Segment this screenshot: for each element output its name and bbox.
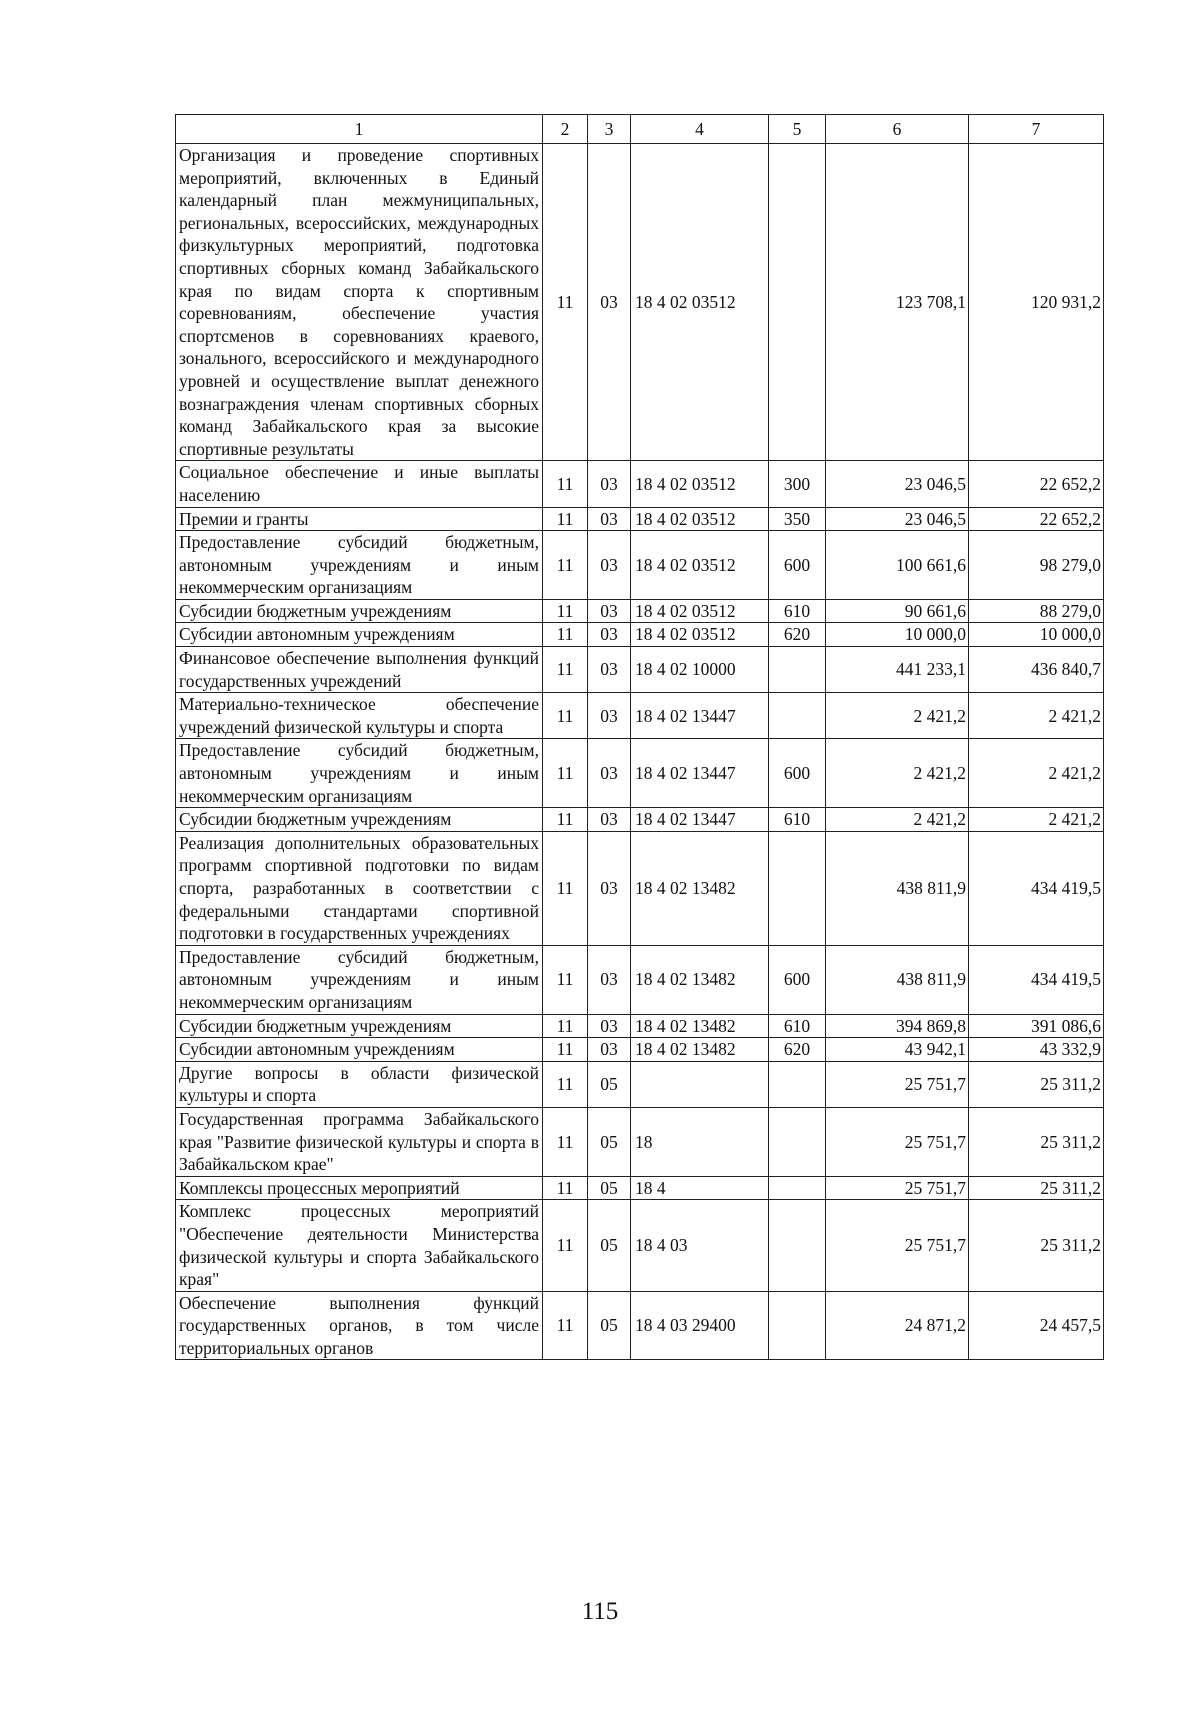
header-cell: 7 <box>969 115 1104 144</box>
target-article-cell: 18 4 02 03512 <box>631 507 769 531</box>
section-code-cell: 11 <box>543 144 588 461</box>
table-row <box>176 531 1104 600</box>
amount-year1-cell: 2 421,2 <box>826 693 969 739</box>
item-name-cell: Субсидии автономным учреждениям <box>176 1038 543 1062</box>
table-row <box>176 693 1104 739</box>
amount-year2-cell: 434 419,5 <box>969 831 1104 945</box>
amount-year1-cell: 25 751,7 <box>826 1107 969 1176</box>
table-row <box>176 945 1104 1014</box>
header-row <box>176 115 1104 144</box>
amount-year1-cell: 394 869,8 <box>826 1014 969 1038</box>
item-name-cell: Комплексы процессных мероприятий <box>176 1176 543 1200</box>
expense-type-cell: 600 <box>769 531 826 600</box>
amount-year2-cell: 24 457,5 <box>969 1291 1104 1360</box>
table-row <box>176 507 1104 531</box>
amount-year1-cell: 100 661,6 <box>826 531 969 600</box>
amount-year2-cell: 436 840,7 <box>969 647 1104 693</box>
expense-type-cell <box>769 1176 826 1200</box>
amount-year2-cell: 22 652,2 <box>969 461 1104 507</box>
target-article-cell: 18 4 02 13482 <box>631 1014 769 1038</box>
item-name-cell: Финансовое обеспечение выполнения функций государственных учреждений <box>176 647 543 693</box>
subsection-code-cell: 03 <box>588 623 631 647</box>
amount-year2-cell: 2 421,2 <box>969 739 1104 808</box>
expense-type-cell: 600 <box>769 945 826 1014</box>
target-article-cell: 18 4 02 03512 <box>631 599 769 623</box>
header-cell: 3 <box>588 115 631 144</box>
header-cell: 4 <box>631 115 769 144</box>
amount-year2-cell: 10 000,0 <box>969 623 1104 647</box>
header-cell: 2 <box>543 115 588 144</box>
subsection-code-cell: 03 <box>588 739 631 808</box>
subsection-code-cell: 03 <box>588 647 631 693</box>
section-code-cell: 11 <box>543 1176 588 1200</box>
subsection-code-cell: 03 <box>588 599 631 623</box>
table-row <box>176 739 1104 808</box>
subsection-code-cell: 03 <box>588 144 631 461</box>
header-cell: 5 <box>769 115 826 144</box>
table-row <box>176 1176 1104 1200</box>
item-name-cell: Социальное обеспечение и иные выплаты населению <box>176 461 543 507</box>
budget-table <box>175 114 1104 1360</box>
item-name-cell: Субсидии автономным учреждениям <box>176 623 543 647</box>
amount-year2-cell: 43 332,9 <box>969 1038 1104 1062</box>
amount-year2-cell: 2 421,2 <box>969 693 1104 739</box>
amount-year1-cell: 2 421,2 <box>826 739 969 808</box>
item-name-cell: Субсидии бюджетным учреждениям <box>176 1014 543 1038</box>
section-code-cell: 11 <box>543 808 588 832</box>
amount-year2-cell: 22 652,2 <box>969 507 1104 531</box>
expense-type-cell <box>769 1291 826 1360</box>
table-row <box>176 1014 1104 1038</box>
target-article-cell: 18 <box>631 1107 769 1176</box>
item-name-cell: Предоставление субсидий бюджетным, автономным учреждениям и иным некоммерческим организациям <box>176 739 543 808</box>
subsection-code-cell: 03 <box>588 1038 631 1062</box>
expense-type-cell <box>769 831 826 945</box>
section-code-cell: 11 <box>543 647 588 693</box>
section-code-cell: 11 <box>543 623 588 647</box>
subsection-code-cell: 05 <box>588 1107 631 1176</box>
amount-year1-cell: 438 811,9 <box>826 831 969 945</box>
item-name-cell: Государственная программа Забайкальского края "Развитие физической культуры и спорта в Забайкальском крае" <box>176 1107 543 1176</box>
subsection-code-cell: 03 <box>588 531 631 600</box>
section-code-cell: 11 <box>543 461 588 507</box>
target-article-cell: 18 4 02 13447 <box>631 693 769 739</box>
amount-year2-cell: 2 421,2 <box>969 808 1104 832</box>
expense-type-cell: 620 <box>769 1038 826 1062</box>
item-name-cell: Обеспечение выполнения функций государственных органов, в том числе территориальных органов <box>176 1291 543 1360</box>
table-row <box>176 808 1104 832</box>
target-article-cell: 18 4 02 03512 <box>631 623 769 647</box>
target-article-cell: 18 4 03 29400 <box>631 1291 769 1360</box>
amount-year1-cell: 43 942,1 <box>826 1038 969 1062</box>
target-article-cell: 18 4 02 03512 <box>631 144 769 461</box>
expense-type-cell <box>769 1200 826 1291</box>
amount-year1-cell: 90 661,6 <box>826 599 969 623</box>
amount-year2-cell: 25 311,2 <box>969 1176 1104 1200</box>
expense-type-cell: 620 <box>769 623 826 647</box>
subsection-code-cell: 05 <box>588 1291 631 1360</box>
amount-year1-cell: 23 046,5 <box>826 507 969 531</box>
table-row <box>176 831 1104 945</box>
item-name-cell: Организация и проведение спортивных мероприятий, включенных в Единый календарный план межмуниципальных, региональных, всероссийских, международных физкультурных мероприятий, подготовка спортивных сборных команд Забайкальского края по видам спорта к спортивным соревнованиям, обеспечение участия спортсменов в соревнованиях краевого, зонального, всероссийского и международного уровней и осуществление выплат денежного вознаграждения членам спортивных сборных команд Забайкальского края за высокие спортивные результаты <box>176 144 543 461</box>
table-row <box>176 1107 1104 1176</box>
section-code-cell: 11 <box>543 1038 588 1062</box>
table-row <box>176 1200 1104 1291</box>
expense-type-cell: 610 <box>769 1014 826 1038</box>
header-cell: 6 <box>826 115 969 144</box>
amount-year1-cell: 25 751,7 <box>826 1176 969 1200</box>
table-row <box>176 1061 1104 1107</box>
target-article-cell: 18 4 02 13482 <box>631 831 769 945</box>
amount-year1-cell: 123 708,1 <box>826 144 969 461</box>
subsection-code-cell: 03 <box>588 945 631 1014</box>
subsection-code-cell: 03 <box>588 831 631 945</box>
amount-year1-cell: 441 233,1 <box>826 647 969 693</box>
subsection-code-cell: 05 <box>588 1176 631 1200</box>
section-code-cell: 11 <box>543 531 588 600</box>
amount-year1-cell: 24 871,2 <box>826 1291 969 1360</box>
subsection-code-cell: 03 <box>588 808 631 832</box>
table-row <box>176 599 1104 623</box>
header-cell: 1 <box>176 115 543 144</box>
item-name-cell: Предоставление субсидий бюджетным, автономным учреждениям и иным некоммерческим организациям <box>176 945 543 1014</box>
table-row <box>176 647 1104 693</box>
amount-year2-cell: 88 279,0 <box>969 599 1104 623</box>
subsection-code-cell: 03 <box>588 693 631 739</box>
target-article-cell: 18 4 02 13447 <box>631 808 769 832</box>
amount-year2-cell: 434 419,5 <box>969 945 1104 1014</box>
expense-type-cell: 350 <box>769 507 826 531</box>
section-code-cell: 11 <box>543 599 588 623</box>
amount-year1-cell: 438 811,9 <box>826 945 969 1014</box>
item-name-cell: Материально-техническое обеспечение учреждений физической культуры и спорта <box>176 693 543 739</box>
target-article-cell: 18 4 02 03512 <box>631 461 769 507</box>
item-name-cell: Субсидии бюджетным учреждениям <box>176 599 543 623</box>
expense-type-cell: 600 <box>769 739 826 808</box>
expense-type-cell: 300 <box>769 461 826 507</box>
section-code-cell: 11 <box>543 945 588 1014</box>
expense-type-cell <box>769 144 826 461</box>
section-code-cell: 11 <box>543 693 588 739</box>
amount-year2-cell: 25 311,2 <box>969 1200 1104 1291</box>
section-code-cell: 11 <box>543 739 588 808</box>
section-code-cell: 11 <box>543 1291 588 1360</box>
amount-year2-cell: 25 311,2 <box>969 1107 1104 1176</box>
subsection-code-cell: 03 <box>588 507 631 531</box>
item-name-cell: Комплекс процессных мероприятий "Обеспечение деятельности Министерства физической культуры и спорта Забайкальского края" <box>176 1200 543 1291</box>
section-code-cell: 11 <box>543 507 588 531</box>
amount-year1-cell: 10 000,0 <box>826 623 969 647</box>
target-article-cell: 18 4 02 13482 <box>631 945 769 1014</box>
subsection-code-cell: 05 <box>588 1200 631 1291</box>
subsection-code-cell: 03 <box>588 1014 631 1038</box>
table-row <box>176 1291 1104 1360</box>
target-article-cell: 18 4 02 03512 <box>631 531 769 600</box>
subsection-code-cell: 03 <box>588 461 631 507</box>
item-name-cell: Реализация дополнительных образовательных программ спортивной подготовки по видам спорта, разработанных в соответствии с федеральными стандартами спортивной подготовки в государственных учреждениях <box>176 831 543 945</box>
target-article-cell: 18 4 <box>631 1176 769 1200</box>
section-code-cell: 11 <box>543 1061 588 1107</box>
target-article-cell: 18 4 02 13447 <box>631 739 769 808</box>
item-name-cell: Предоставление субсидий бюджетным, автономным учреждениям и иным некоммерческим организациям <box>176 531 543 600</box>
item-name-cell: Другие вопросы в области физической культуры и спорта <box>176 1061 543 1107</box>
expense-type-cell <box>769 647 826 693</box>
section-code-cell: 11 <box>543 1107 588 1176</box>
table-row <box>176 1038 1104 1062</box>
table-row <box>176 144 1104 461</box>
amount-year2-cell: 120 931,2 <box>969 144 1104 461</box>
target-article-cell: 18 4 03 <box>631 1200 769 1291</box>
expense-type-cell: 610 <box>769 599 826 623</box>
item-name-cell: Субсидии бюджетным учреждениям <box>176 808 543 832</box>
section-code-cell: 11 <box>543 1200 588 1291</box>
item-name-cell: Премии и гранты <box>176 507 543 531</box>
amount-year2-cell: 98 279,0 <box>969 531 1104 600</box>
section-code-cell: 11 <box>543 831 588 945</box>
target-article-cell: 18 4 02 13482 <box>631 1038 769 1062</box>
amount-year1-cell: 25 751,7 <box>826 1061 969 1107</box>
amount-year1-cell: 25 751,7 <box>826 1200 969 1291</box>
table-row <box>176 461 1104 507</box>
section-code-cell: 11 <box>543 1014 588 1038</box>
amount-year1-cell: 2 421,2 <box>826 808 969 832</box>
amount-year2-cell: 391 086,6 <box>969 1014 1104 1038</box>
expense-type-cell: 610 <box>769 808 826 832</box>
expense-type-cell <box>769 693 826 739</box>
amount-year2-cell: 25 311,2 <box>969 1061 1104 1107</box>
amount-year1-cell: 23 046,5 <box>826 461 969 507</box>
expense-type-cell <box>769 1061 826 1107</box>
page-number: 115 <box>581 1598 619 1625</box>
target-article-cell: 18 4 02 10000 <box>631 647 769 693</box>
subsection-code-cell: 05 <box>588 1061 631 1107</box>
expense-type-cell <box>769 1107 826 1176</box>
table-row <box>176 623 1104 647</box>
target-article-cell <box>631 1061 769 1107</box>
